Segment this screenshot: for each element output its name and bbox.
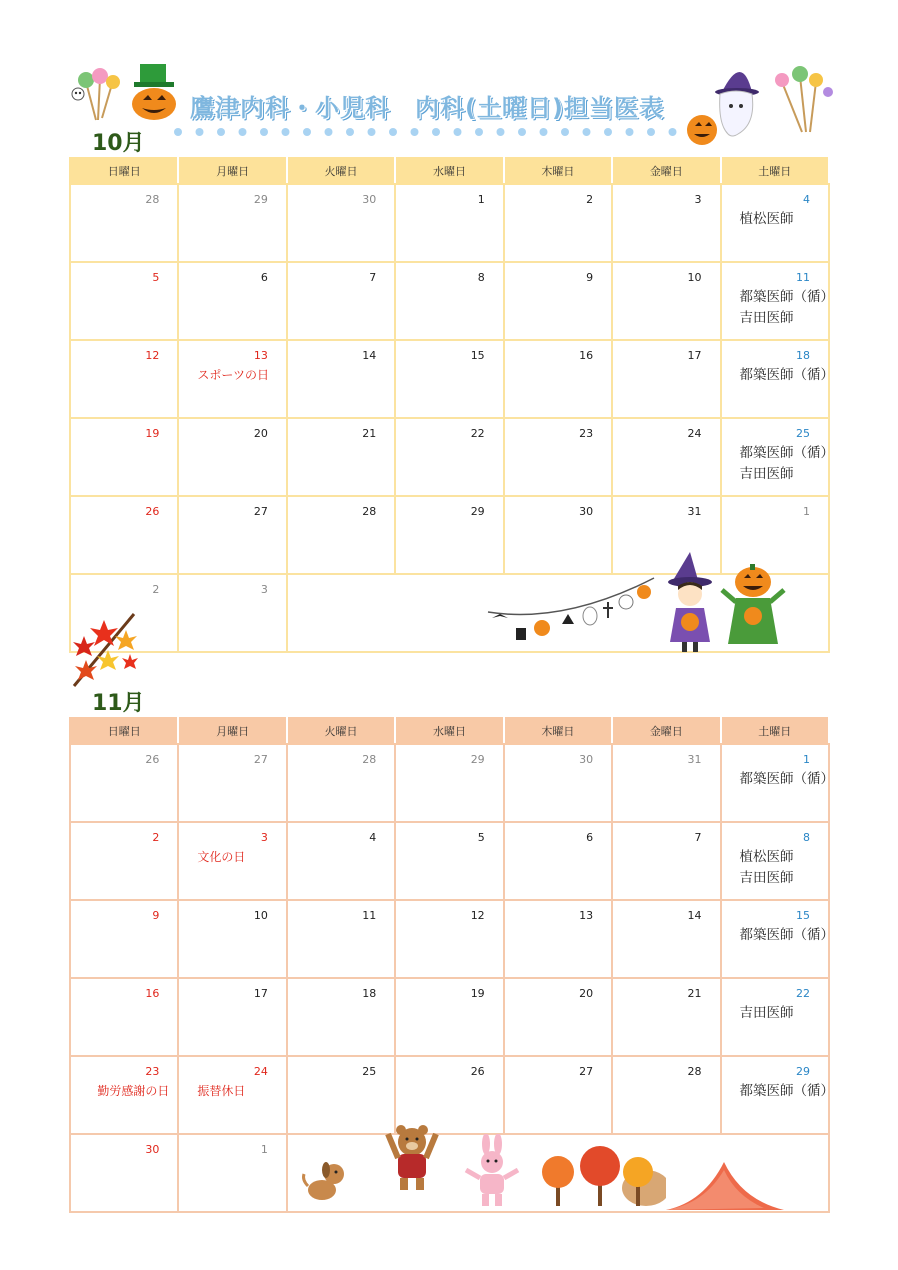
calendar-day-cell — [70, 340, 178, 418]
calendar-day-cell — [178, 978, 286, 1056]
divider-dot — [282, 128, 290, 136]
calendar-day-cell — [287, 978, 395, 1056]
divider-dot — [669, 128, 677, 136]
divider-dot — [540, 128, 548, 136]
doctor-name: 都築医師（循） — [739, 367, 835, 383]
calendar-day-cell — [612, 822, 720, 900]
day-number: 17 — [253, 987, 268, 1000]
calendar-day-cell — [395, 340, 503, 418]
divider-dot — [583, 128, 591, 136]
calendar-day-cell — [70, 978, 178, 1056]
calendar-day-cell — [287, 1056, 395, 1134]
calendar-november — [69, 717, 835, 1213]
calendar-day-cell — [721, 900, 835, 978]
day-number: 7 — [369, 271, 377, 284]
weekday-header: 月曜日 — [178, 718, 286, 744]
calendar-day-cell — [721, 1056, 835, 1134]
pumpkin-hat-icon — [128, 60, 180, 122]
day-number: 21 — [362, 427, 377, 440]
day-number: 19 — [470, 987, 485, 1000]
weekday-header: 土曜日 — [721, 718, 829, 744]
calendar-day-cell — [395, 744, 503, 822]
divider-dot — [497, 128, 505, 136]
holiday-label: 勤労感謝の日 — [97, 1084, 170, 1098]
calendar-day-cell — [612, 900, 720, 978]
day-number: 23 — [145, 1065, 160, 1078]
calendar-day-cell — [70, 744, 178, 822]
divider-dot — [411, 128, 419, 136]
halloween-garland-icon — [484, 572, 660, 652]
doctor-name: 吉田医師 — [739, 870, 794, 886]
calendar-day-cell — [504, 340, 612, 418]
calendar-day-cell — [395, 496, 503, 574]
calendar-day-cell — [612, 184, 720, 262]
calendar-day-cell — [178, 744, 286, 822]
weekday-header: 火曜日 — [287, 158, 395, 184]
calendar-day-cell — [287, 744, 395, 822]
day-number: 1 — [803, 753, 810, 766]
divider-dot — [518, 128, 526, 136]
doctor-name: 都築医師（循） — [739, 289, 835, 305]
doctor-name: 吉田医師 — [739, 466, 794, 482]
divider-dot — [260, 128, 268, 136]
day-number: 17 — [687, 349, 702, 362]
day-number: 15 — [470, 349, 485, 362]
day-number: 9 — [586, 271, 594, 284]
calendar-day-cell — [70, 1056, 178, 1134]
day-number: 19 — [145, 427, 160, 440]
doctor-name: 植松医師 — [739, 211, 794, 227]
day-number: 24 — [687, 427, 702, 440]
day-number: 1 — [803, 505, 810, 518]
day-number: 21 — [687, 987, 702, 1000]
day-number: 11 — [796, 271, 810, 284]
day-number: 5 — [477, 831, 485, 844]
calendar-day-cell — [70, 900, 178, 978]
calendar-day-cell — [287, 900, 395, 978]
day-number: 31 — [687, 505, 702, 518]
calendar-week-row — [70, 1056, 829, 1134]
calendar-day-cell — [721, 822, 829, 900]
calendar-day-cell — [504, 978, 612, 1056]
day-number: 31 — [687, 753, 702, 766]
calendar-day-cell — [721, 744, 835, 822]
calendar-day-cell — [70, 1134, 178, 1212]
day-number: 24 — [253, 1065, 268, 1078]
calendar-day-cell — [70, 262, 178, 340]
day-number: 1 — [477, 193, 485, 206]
calendar-day-cell — [70, 822, 178, 900]
calendar-day-cell — [721, 340, 835, 418]
calendar-day-cell — [70, 496, 178, 574]
day-number: 8 — [803, 831, 810, 844]
day-number: 6 — [586, 831, 594, 844]
calendar-day-cell — [178, 822, 286, 900]
calendar-day-cell — [504, 262, 612, 340]
doctor-list — [740, 769, 835, 790]
day-number: 12 — [470, 909, 485, 922]
witch-girl-icon — [664, 552, 716, 654]
day-number: 1 — [260, 1143, 268, 1156]
day-number: 28 — [145, 193, 160, 206]
day-number: 30 — [145, 1143, 160, 1156]
day-number: 28 — [687, 1065, 702, 1078]
day-number: 12 — [145, 349, 160, 362]
doctor-name: 都築医師（循） — [739, 927, 835, 943]
day-number: 29 — [470, 753, 485, 766]
calendar-day-cell — [721, 184, 829, 262]
divider-dot — [196, 128, 204, 136]
ghost-witch-icon — [682, 62, 842, 150]
divider-dot — [346, 128, 354, 136]
day-number: 30 — [579, 753, 594, 766]
calendar-day-cell — [70, 418, 178, 496]
divider-dot — [626, 128, 634, 136]
calendar-day-cell — [70, 184, 178, 262]
calendar-day-cell — [504, 1056, 612, 1134]
doctor-list — [740, 287, 835, 329]
doctor-name: 都築医師（循） — [739, 445, 835, 461]
weekday-header: 木曜日 — [504, 158, 612, 184]
autumn-trees-icon — [536, 1146, 666, 1208]
doctor-list — [740, 443, 835, 485]
day-number: 14 — [687, 909, 702, 922]
calendar-day-cell — [612, 978, 720, 1056]
divider-dot — [303, 128, 311, 136]
day-number: 7 — [694, 831, 702, 844]
weekday-header: 日曜日 — [70, 158, 178, 184]
divider-dot — [561, 128, 569, 136]
day-number: 2 — [152, 831, 160, 844]
dog-icon — [298, 1156, 354, 1206]
day-number: 4 — [803, 193, 810, 206]
doctor-list — [740, 209, 794, 230]
day-number: 26 — [470, 1065, 485, 1078]
divider-dot — [604, 128, 612, 136]
day-number: 30 — [362, 193, 377, 206]
doctor-list — [740, 1081, 835, 1102]
day-number: 18 — [362, 987, 377, 1000]
day-number: 13 — [253, 349, 268, 362]
day-number: 29 — [470, 505, 485, 518]
calendar-day-cell — [178, 900, 286, 978]
day-number: 29 — [253, 193, 268, 206]
day-number: 16 — [579, 349, 594, 362]
day-number: 4 — [369, 831, 377, 844]
divider-dot — [239, 128, 247, 136]
doctor-list — [740, 847, 794, 889]
divider-dot — [647, 128, 655, 136]
calendar-day-cell — [504, 418, 612, 496]
calendar-day-cell — [287, 418, 395, 496]
calendar-week-row — [70, 822, 829, 900]
doctor-list — [740, 925, 835, 946]
day-number: 3 — [260, 831, 268, 844]
calendar-day-cell — [178, 1134, 286, 1212]
day-number: 28 — [362, 753, 377, 766]
day-number: 30 — [579, 505, 594, 518]
day-number: 15 — [796, 909, 810, 922]
doctor-name: 吉田医師 — [739, 1005, 794, 1021]
divider-dot — [368, 128, 376, 136]
calendar-week-row — [70, 184, 829, 262]
doctor-list — [740, 1003, 794, 1024]
calendar-day-cell — [287, 822, 395, 900]
calendar-day-cell — [287, 496, 395, 574]
day-number: 9 — [152, 909, 160, 922]
weekday-header: 日曜日 — [70, 718, 178, 744]
weekday-header: 月曜日 — [178, 158, 286, 184]
calendar-day-cell — [287, 184, 395, 262]
weekday-header: 金曜日 — [612, 158, 720, 184]
bear-icon — [382, 1106, 442, 1196]
day-number: 3 — [260, 583, 268, 596]
weekday-header: 水曜日 — [395, 158, 503, 184]
divider-dot — [389, 128, 397, 136]
calendar-day-cell — [504, 822, 612, 900]
day-number: 22 — [796, 987, 810, 1000]
doctor-name: 都築医師（循） — [739, 771, 835, 787]
calendar-day-cell — [721, 978, 829, 1056]
day-number: 27 — [579, 1065, 594, 1078]
day-number: 10 — [253, 909, 268, 922]
day-number: 2 — [586, 193, 594, 206]
day-number: 29 — [796, 1065, 810, 1078]
weekday-header: 火曜日 — [287, 718, 395, 744]
day-number: 3 — [694, 193, 702, 206]
day-number: 20 — [579, 987, 594, 1000]
calendar-day-cell — [178, 574, 286, 652]
doctor-name: 都築医師（循） — [739, 1083, 835, 1099]
calendar-day-cell — [395, 900, 503, 978]
calendar-day-cell — [612, 418, 720, 496]
page-title: 鷹津内科・小児科 内科(土曜日)担当医表 — [190, 94, 664, 122]
day-number: 6 — [260, 271, 268, 284]
calendar-day-cell — [178, 496, 286, 574]
rabbit-icon — [462, 1134, 522, 1210]
divider-dot — [475, 128, 483, 136]
day-number: 2 — [152, 583, 160, 596]
weekday-header: 木曜日 — [504, 718, 612, 744]
day-number: 25 — [362, 1065, 377, 1078]
day-number: 25 — [796, 427, 810, 440]
month-label-october: 10月 — [92, 131, 145, 156]
day-number: 14 — [362, 349, 377, 362]
calendar-day-cell — [287, 340, 395, 418]
day-number: 8 — [477, 271, 485, 284]
weekday-header: 土曜日 — [721, 158, 829, 184]
divider-dot — [217, 128, 225, 136]
pumpkin-costume-icon — [718, 562, 788, 652]
day-number: 22 — [470, 427, 485, 440]
calendar-day-cell — [395, 978, 503, 1056]
calendar-day-cell — [287, 262, 395, 340]
doctor-name: 吉田医師 — [739, 310, 794, 326]
calendar-day-cell — [395, 822, 503, 900]
calendar-day-cell — [721, 418, 835, 496]
holiday-label: 振替休日 — [197, 1084, 246, 1098]
calendar-day-cell — [395, 262, 503, 340]
calendar-day-cell — [612, 1056, 720, 1134]
divider-dot — [454, 128, 462, 136]
day-number: 20 — [253, 427, 268, 440]
day-number: 28 — [362, 505, 377, 518]
calendar-day-cell — [612, 262, 720, 340]
calendar-day-cell — [395, 418, 503, 496]
divider-dot — [432, 128, 440, 136]
month-label-november: 11月 — [92, 691, 145, 716]
calendar-day-cell — [504, 900, 612, 978]
calendar-day-cell — [612, 340, 720, 418]
doctor-list — [740, 365, 835, 386]
calendar-day-cell — [612, 744, 720, 822]
calendar-day-cell — [178, 262, 286, 340]
day-number: 5 — [152, 271, 160, 284]
doctor-name: 植松医師 — [739, 849, 794, 865]
day-number: 13 — [579, 909, 594, 922]
calendar-week-row — [70, 418, 829, 496]
calendar-week-row — [70, 262, 829, 340]
calendar-day-cell — [178, 184, 286, 262]
day-number: 11 — [362, 909, 377, 922]
calendar-day-cell — [504, 184, 612, 262]
divider-dot — [174, 128, 182, 136]
calendar-week-row — [70, 900, 829, 978]
day-number: 10 — [687, 271, 702, 284]
divider-dot — [325, 128, 333, 136]
calendar-day-cell — [504, 744, 612, 822]
holiday-label: スポーツの日 — [197, 368, 269, 382]
calendar-week-row — [70, 978, 829, 1056]
calendar-week-row — [70, 340, 829, 418]
day-number: 16 — [145, 987, 160, 1000]
holiday-label: 文化の日 — [197, 850, 246, 864]
day-number: 26 — [145, 505, 160, 518]
weekday-header: 水曜日 — [395, 718, 503, 744]
weekday-header: 金曜日 — [612, 718, 720, 744]
calendar-day-cell — [178, 1056, 286, 1134]
calendar-day-cell — [395, 184, 503, 262]
sand-pile-icon — [664, 1156, 786, 1212]
calendar-day-cell — [721, 262, 835, 340]
dotted-divider — [170, 126, 680, 138]
calendar-week-row — [70, 744, 829, 822]
day-number: 27 — [253, 753, 268, 766]
day-number: 26 — [145, 753, 160, 766]
candy-icon — [66, 62, 128, 122]
day-number: 18 — [796, 349, 810, 362]
calendar-day-cell — [178, 340, 286, 418]
calendar-day-cell — [504, 496, 612, 574]
calendar-day-cell — [178, 418, 286, 496]
day-number: 27 — [253, 505, 268, 518]
day-number: 23 — [579, 427, 594, 440]
maple-branch-icon — [64, 600, 150, 690]
